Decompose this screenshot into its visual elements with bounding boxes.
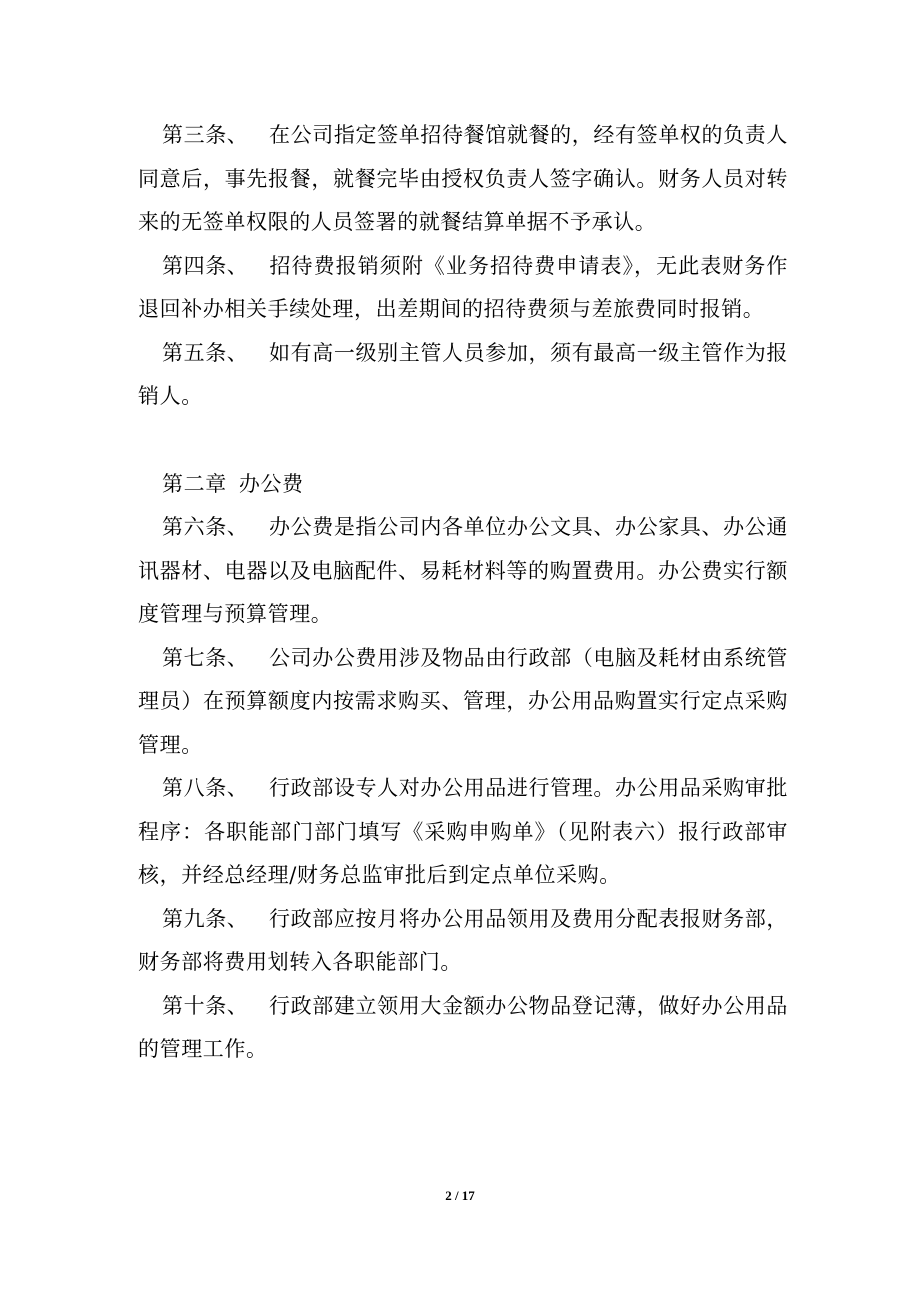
article-4: [138, 245, 788, 332]
article-text: 行政部设专人对办公用品进行管理。办公用品采购审批程序：各职能部门部门填写《采购申购单》（见附表六）报行政部审核，并经总经理/财务总监审批后到定点单位采购。: [138, 776, 788, 887]
article-text: 在公司指定签单招待餐馆就餐的，经有签单权的负责人同意后，事先报餐，就餐完毕由授权负责人签字确认。财务人员对转来的无签单权限的人员签署的就餐结算单据不予承认。: [138, 123, 788, 234]
article-text: 办公费是指公司内各单位办公文具、办公家具、办公通讯器材、电器以及电脑配件、易耗材料等的购置费用。办公费实行额度管理与预算管理。: [138, 515, 788, 626]
article-text: 行政部建立领用大金额办公物品登记薄，做好办公用品的管理工作。: [138, 993, 788, 1061]
article-label: 第九条、: [162, 906, 249, 931]
article-label: 第八条、: [162, 776, 249, 800]
page-number: 2 / 17: [445, 1188, 475, 1203]
article-text: 如有高一级别主管人员参加，须有最高一级主管作为报销人。: [138, 340, 788, 408]
chapter-heading: [138, 463, 788, 507]
article-label: 第六条、: [162, 515, 249, 539]
article-text: 招待费报销须附《业务招待费申请表》，无此表财务作退回补办相关手续处理，出差期间的招待费须与差旅费同时报销。: [138, 253, 788, 321]
article-text: 行政部应按月将办公用品领用及费用分配表报财务部，财务部将费用划转入各职能部门。: [138, 906, 788, 974]
article-label: 第十条、: [162, 993, 249, 1018]
article-8: [138, 767, 788, 898]
article-5: [138, 332, 788, 419]
document-body: [138, 114, 788, 1072]
article-label: 第四条、: [162, 253, 249, 278]
article-7: [138, 637, 788, 768]
article-text: 公司办公费用涉及物品由行政部（电脑及耗材由系统管理员）在预算额度内按需求购买、管理，办公用品购置实行定点采购管理。: [138, 645, 788, 757]
article-label: 第七条、: [162, 645, 249, 670]
article-label: 第三条、: [162, 123, 249, 147]
article-6: [138, 506, 788, 637]
article-9: [138, 898, 788, 985]
article-10: [138, 985, 788, 1072]
chapter-title: 办公费: [238, 471, 304, 496]
chapter-number: 第二章: [162, 471, 227, 496]
article-3: [138, 114, 788, 245]
article-label: 第五条、: [162, 340, 249, 365]
